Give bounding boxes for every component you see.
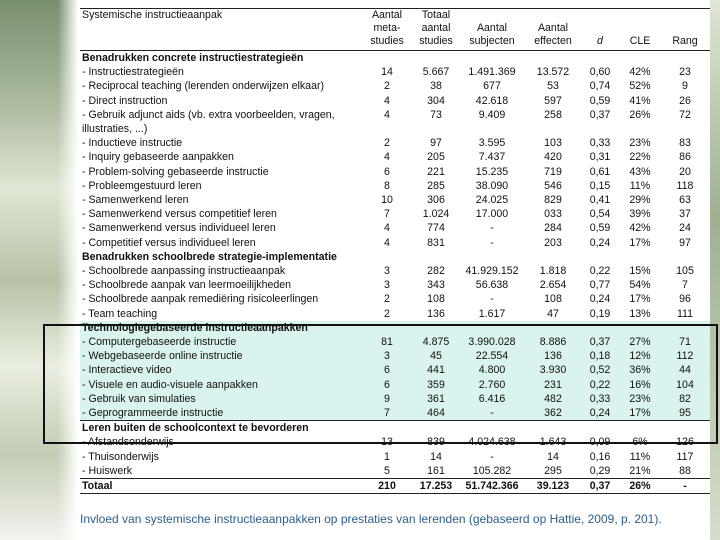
cell-studies: 1.024 (422, 208, 450, 221)
cell-studies: 831 (427, 236, 445, 249)
table-row (80, 435, 710, 449)
cell-studies: 464 (414, 406, 458, 421)
cell-meta: 2 (384, 293, 390, 306)
cell-d: 0,19 (589, 307, 611, 320)
cell-effects: 420 (544, 151, 562, 164)
cell-cle: 22% (629, 151, 651, 164)
cell-effects: 284 (544, 222, 562, 235)
table-header-row (80, 9, 710, 51)
cell-subjects: - (490, 222, 494, 235)
cell-effects: 8.886 (526, 335, 580, 349)
cell-meta: 6 (360, 378, 414, 392)
cell-cle: 11% (629, 179, 651, 192)
cell-studies: 4.875 (414, 335, 458, 349)
cell-studies: 285 (427, 179, 445, 192)
cell-cle: 17% (629, 293, 651, 306)
cell-meta: 4 (384, 94, 390, 107)
cell-subjects: - (490, 293, 494, 306)
cell-d: 0,22 (580, 378, 620, 392)
cell-studies: 45 (414, 349, 458, 363)
column-header-subjects: Aantal subjecten (469, 22, 515, 47)
cell-subjects: 38.090 (475, 179, 509, 192)
section-header (80, 51, 710, 66)
cell-meta: 2 (384, 80, 390, 93)
cell-cle: 52% (629, 80, 651, 93)
table-row (80, 392, 710, 406)
cell-meta: 4 (384, 236, 390, 249)
cell-cle: 13% (629, 307, 651, 320)
cell-cle: 29% (629, 194, 651, 207)
cell-name: - Webgebaseerde online instructie (80, 349, 360, 363)
cell-subjects: - (458, 406, 526, 421)
cell-meta: 5 (384, 464, 390, 477)
section-header (80, 321, 710, 335)
cell-subjects: 7.437 (478, 151, 506, 164)
cell-effects: 1.818 (539, 265, 567, 278)
cell-d: 0,22 (589, 265, 611, 278)
cell-subjects: - (490, 450, 494, 463)
cell-rank: 23 (679, 66, 691, 79)
column-header-meta: Aantal meta-studies (370, 9, 404, 47)
cell-meta: 13 (381, 436, 393, 449)
table-row (80, 94, 710, 108)
cell-rank: 112 (660, 349, 710, 363)
document-page (78, 0, 710, 540)
cell-name: - Huiswerk (82, 464, 133, 477)
cell-rank: 126 (676, 436, 694, 449)
cell-name: - Inductieve instructie (82, 137, 183, 150)
cell-d: 0,24 (589, 236, 611, 249)
cell-d: 0,74 (589, 80, 611, 93)
cell-cle: 54% (629, 279, 651, 292)
cell-d: 0,54 (589, 208, 611, 221)
cell-effects: 103 (544, 137, 562, 150)
section-header (80, 250, 710, 264)
cell-effects: 13.572 (536, 66, 570, 79)
cell-meta: 8 (384, 179, 390, 192)
cell-cle: 17% (629, 236, 651, 249)
cell-cle: 23% (620, 392, 660, 406)
table-row (80, 150, 710, 164)
table-row (80, 278, 710, 292)
cell-rank: 71 (660, 335, 710, 349)
total-row (80, 479, 710, 494)
cell-rank: 104 (660, 378, 710, 392)
table-row (80, 363, 710, 377)
cell-subjects: 4.800 (458, 363, 526, 377)
cell-name: - Team teaching (82, 307, 158, 320)
cell-name: - Gebruik adjunct aids (vb. extra voorbeelden, vragen, illustraties, ...) (82, 108, 335, 136)
cell-d: 0,24 (580, 406, 620, 421)
cell-studies: 343 (427, 279, 445, 292)
cell-effects: 597 (544, 94, 562, 107)
cell-name: - Thuisonderwijs (82, 450, 159, 463)
cell-meta: 3 (384, 265, 390, 278)
cell-studies: 108 (427, 293, 445, 306)
cell-rank: 96 (679, 293, 691, 306)
table-row (80, 165, 710, 179)
cell-subjects: 22.554 (458, 349, 526, 363)
table-row (80, 108, 710, 136)
cell-studies: 359 (414, 378, 458, 392)
cell-d: 0,18 (580, 349, 620, 363)
cell-rank: 72 (679, 108, 691, 121)
cell-cle: 42% (629, 66, 651, 79)
cell-d: 0,33 (580, 392, 620, 406)
cell-d: 0,24 (589, 293, 611, 306)
cell-meta: 3 (384, 279, 390, 292)
cell-subjects: 1.491.369 (468, 66, 516, 79)
cell-meta: 4 (384, 222, 390, 235)
cell-cle: 39% (629, 208, 651, 221)
cell-rank: 95 (660, 406, 710, 421)
cell-effects: 14 (547, 450, 559, 463)
cell-rank: 105 (676, 265, 694, 278)
table-row (80, 65, 710, 79)
cell-effects: 203 (544, 236, 562, 249)
cell-studies: 14 (430, 450, 442, 463)
section-title: Technologiegebaseerde instructieaanpakken (80, 321, 710, 335)
table-row (80, 464, 710, 479)
cell-rank: 7 (682, 279, 688, 292)
cell-meta: 210 (360, 479, 414, 494)
cell-name: - Geprogrammeerde instructie (80, 406, 360, 421)
cell-d: 0,31 (589, 151, 611, 164)
section-title: Benadrukken concrete instructiestrategieën (82, 52, 304, 64)
cell-d: 0,37 (580, 479, 620, 494)
cell-name: - Direct instruction (82, 94, 168, 107)
cell-effects: 3.930 (526, 363, 580, 377)
cell-name: - Samenwerkend versus competitief leren (82, 208, 277, 221)
cell-effects: 295 (544, 464, 562, 477)
cell-rank: 97 (679, 236, 691, 249)
cell-effects: 2.654 (539, 279, 567, 292)
cell-name: Totaal (80, 479, 360, 494)
cell-name: - Samenwerkend leren (82, 194, 189, 207)
cell-meta: 2 (384, 307, 390, 320)
cell-studies: 306 (427, 194, 445, 207)
cell-rank: 118 (676, 179, 694, 192)
section-title: Benadrukken schoolbrede strategie-implementatie (82, 250, 337, 263)
cell-effects: 482 (526, 392, 580, 406)
cell-rank: 86 (679, 151, 691, 164)
table-row (80, 179, 710, 193)
cell-name: - Instructiestrategieën (82, 66, 184, 79)
cell-subjects: 1.617 (478, 307, 506, 320)
cell-subjects: 17.000 (475, 208, 509, 221)
table-row (80, 193, 710, 207)
column-header-d: d (597, 35, 603, 47)
table-row (80, 79, 710, 93)
table-row (80, 292, 710, 306)
cell-studies: 441 (414, 363, 458, 377)
cell-cle: 6% (632, 436, 648, 449)
cell-d: 0,59 (589, 94, 611, 107)
cell-subjects: 42.618 (475, 94, 509, 107)
cell-effects: 53 (547, 80, 559, 93)
cell-studies: 205 (427, 151, 445, 164)
cell-rank: 9 (682, 80, 688, 93)
cell-d: 0,37 (580, 335, 620, 349)
cell-subjects: - (490, 236, 494, 249)
cell-studies: 221 (427, 165, 445, 178)
column-header-name: Systemische instructieaanpak (82, 9, 223, 21)
cell-cle: 15% (629, 265, 651, 278)
cell-d: 0,09 (589, 436, 611, 449)
cell-cle: 12% (620, 349, 660, 363)
cell-meta: 4 (384, 151, 390, 164)
cell-effects: 546 (544, 179, 562, 192)
cell-d: 0,29 (589, 464, 611, 477)
cell-rank: 37 (679, 208, 691, 221)
cell-meta: 7 (360, 406, 414, 421)
table-row (80, 307, 710, 321)
cell-rank: 117 (676, 450, 694, 463)
table-row (80, 136, 710, 150)
decorative-photo-strip-right (710, 0, 720, 540)
cell-rank: 44 (660, 363, 710, 377)
cell-studies: 5.667 (422, 66, 450, 79)
cell-studies: 282 (427, 265, 445, 278)
cell-subjects: 56.638 (475, 279, 509, 292)
cell-d: 0,33 (589, 137, 611, 150)
cell-subjects: 6.416 (458, 392, 526, 406)
cell-effects: 1.643 (539, 436, 567, 449)
cell-meta: 4 (384, 108, 390, 121)
cell-studies: 304 (427, 94, 445, 107)
cell-name: - Competitief versus individueel leren (82, 236, 256, 249)
cell-rank: 111 (676, 307, 694, 320)
table-row (80, 207, 710, 221)
cell-effects: 719 (544, 165, 562, 178)
cell-subjects: 51.742.366 (458, 479, 526, 494)
cell-cle: 27% (620, 335, 660, 349)
cell-rank: 24 (679, 222, 691, 235)
cell-meta: 3 (360, 349, 414, 363)
instruction-approach-table (80, 8, 710, 494)
cell-d: 0,61 (589, 165, 611, 178)
cell-rank: 82 (660, 392, 710, 406)
cell-name: - Reciprocal teaching (lerenden onderwijzen elkaar) (82, 80, 325, 93)
cell-subjects: 9.409 (478, 108, 506, 121)
cell-cle: 23% (629, 137, 651, 150)
cell-subjects: 3.990.028 (458, 335, 526, 349)
cell-d: 0,37 (589, 108, 611, 121)
cell-name: - Schoolbrede aanpak van leermoeilijkheden (82, 279, 292, 292)
cell-name: - Computergebaseerde instructie (80, 335, 360, 349)
cell-name: - Schoolbrede aanpak remediëring risicoleerlingen (82, 293, 319, 306)
cell-meta: 10 (381, 194, 393, 207)
cell-effects: 231 (526, 378, 580, 392)
cell-rank: 83 (679, 137, 691, 150)
cell-studies: 161 (427, 464, 445, 477)
cell-meta: 81 (360, 335, 414, 349)
cell-subjects: 15.235 (475, 165, 509, 178)
cell-effects: 39.123 (526, 479, 580, 494)
table-row (80, 236, 710, 250)
column-header-effects: Aantal effecten (534, 22, 572, 47)
cell-cle: 26% (620, 479, 660, 494)
cell-d: 0,59 (589, 222, 611, 235)
cell-d: 0,15 (589, 179, 611, 192)
table-row (80, 450, 710, 464)
cell-subjects: 3.595 (478, 137, 506, 150)
cell-meta: 6 (360, 363, 414, 377)
table-caption: Invloed van systemische instructieaanpakken op prestaties van lerenden (gebaseerd op Hattie, 2009, p. 201). (80, 512, 662, 526)
cell-effects: 829 (544, 194, 562, 207)
table-row (80, 406, 710, 421)
cell-cle: 43% (629, 165, 651, 178)
table-row (80, 264, 710, 278)
cell-cle: 17% (620, 406, 660, 421)
cell-subjects: 41.929.152 (465, 265, 519, 278)
cell-subjects: 677 (483, 80, 501, 93)
cell-cle: 36% (620, 363, 660, 377)
cell-studies: 774 (427, 222, 445, 235)
cell-effects: 362 (526, 406, 580, 421)
cell-name: - Afstandsonderwijs (82, 436, 174, 449)
cell-studies: 136 (427, 307, 445, 320)
cell-cle: 11% (629, 450, 651, 463)
cell-rank: 63 (679, 194, 691, 207)
cell-studies: 839 (427, 436, 445, 449)
cell-d: 0,52 (580, 363, 620, 377)
cell-subjects: 4.024.638 (468, 436, 516, 449)
cell-name: - Schoolbrede aanpassing instructieaanpak (82, 265, 286, 278)
cell-name: - Problem-solving gebaseerde instructie (82, 165, 269, 178)
table-row (80, 349, 710, 363)
cell-meta: 9 (360, 392, 414, 406)
cell-rank: - (660, 479, 710, 494)
cell-name: - Visuele en audio-visuele aanpakken (80, 378, 360, 392)
cell-cle: 21% (629, 464, 651, 477)
cell-d: 0,77 (589, 279, 611, 292)
cell-meta: 2 (384, 137, 390, 150)
cell-d: 0,41 (589, 194, 611, 207)
cell-subjects: 24.025 (475, 194, 509, 207)
cell-effects: 47 (547, 307, 559, 320)
cell-name: - Gebruik van simulaties (80, 392, 360, 406)
table-row (80, 221, 710, 235)
cell-name: - Inquiry gebaseerde aanpakken (82, 151, 234, 164)
column-header-rank: Rang (672, 35, 698, 47)
cell-name: - Interactieve video (80, 363, 360, 377)
cell-rank: 88 (679, 464, 691, 477)
cell-cle: 26% (629, 108, 651, 121)
cell-meta: 7 (384, 208, 390, 221)
cell-effects: 258 (544, 108, 562, 121)
cell-studies: 97 (430, 137, 442, 150)
cell-studies: 361 (414, 392, 458, 406)
cell-studies: 38 (430, 80, 442, 93)
cell-studies: 17.253 (414, 479, 458, 494)
cell-d: 0,16 (589, 450, 611, 463)
table-body (80, 51, 710, 494)
cell-meta: 1 (384, 450, 390, 463)
cell-subjects: 2.760 (458, 378, 526, 392)
column-header-cle: CLE (629, 35, 651, 47)
decorative-photo-strip-left (0, 0, 78, 540)
cell-effects: 136 (526, 349, 580, 363)
cell-name: - Samenwerkend versus individueel leren (82, 222, 276, 235)
cell-name: - Probleemgestuurd leren (82, 179, 202, 192)
cell-rank: 20 (679, 165, 691, 178)
column-header-studies: Totaal aantal studies (419, 9, 453, 47)
cell-studies: 73 (430, 108, 442, 121)
cell-cle: 42% (629, 222, 651, 235)
section-header (80, 421, 710, 436)
cell-d: 0,60 (589, 66, 611, 79)
cell-subjects: 105.282 (472, 464, 512, 477)
cell-effects: 108 (544, 293, 562, 306)
table-row (80, 335, 710, 349)
cell-cle: 41% (629, 94, 651, 107)
section-title: Leren buiten de schoolcontext te bevorderen (82, 422, 309, 435)
cell-meta: 14 (381, 66, 393, 79)
table-row (80, 378, 710, 392)
cell-effects: 033 (544, 208, 562, 221)
cell-rank: 26 (679, 94, 691, 107)
cell-meta: 6 (384, 165, 390, 178)
cell-cle: 16% (620, 378, 660, 392)
